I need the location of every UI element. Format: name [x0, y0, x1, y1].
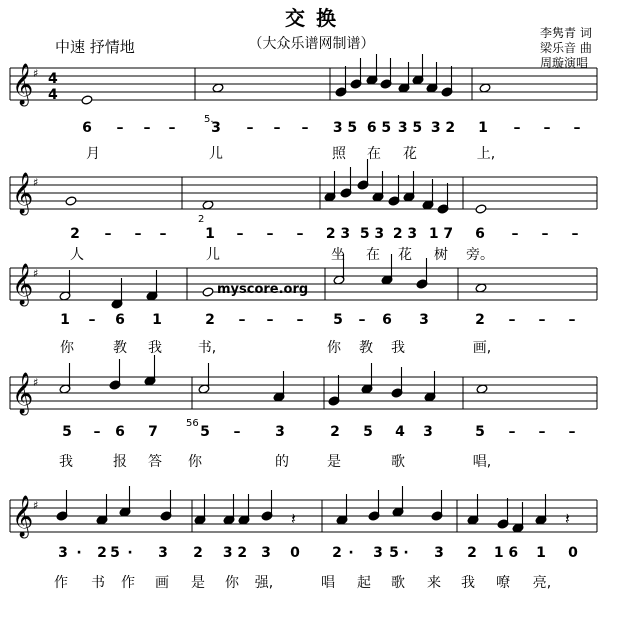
jianpu-note: –	[238, 312, 246, 328]
jianpu-note: 3	[373, 545, 383, 561]
jianpu-note: 3 2	[222, 545, 248, 561]
jianpu-note: –	[104, 226, 112, 242]
lyric-word: 起	[357, 575, 371, 591]
lyric-word: 上,	[476, 146, 496, 162]
treble-clef-icon: 𝄞	[12, 64, 34, 105]
jianpu-note: 2	[193, 545, 203, 561]
jianpu-note: –	[543, 120, 551, 136]
jianpu-note: 2	[475, 312, 485, 328]
jianpu-note: 5	[475, 424, 485, 440]
jianpu-note: ·	[127, 545, 133, 561]
jianpu-note: 6	[82, 120, 92, 136]
lyric-word: 儿	[209, 146, 223, 162]
jianpu-note: –	[134, 226, 142, 242]
lyric-word: 花	[398, 247, 412, 263]
lyric-word: 在	[367, 146, 381, 162]
lyric-word: 月	[86, 146, 100, 162]
lyric-word: 花	[403, 146, 417, 162]
lyric-word: 来	[427, 575, 441, 591]
lyric-word: 在	[366, 247, 380, 263]
lyric-word: 人	[70, 247, 84, 263]
treble-clef-icon: 𝄞	[12, 173, 34, 214]
jianpu-note: 6	[382, 312, 392, 328]
note-head	[81, 95, 93, 105]
jianpu-note: 3	[419, 312, 429, 328]
grace-note-label: 56	[186, 418, 199, 429]
jianpu-note: 1	[60, 312, 70, 328]
sharp-icon: ♯	[33, 176, 39, 189]
jianpu-note: –	[233, 424, 241, 440]
jianpu-note: 6	[115, 312, 125, 328]
jianpu-note: 2 3	[325, 226, 351, 242]
jianpu-note: –	[508, 424, 516, 440]
lyric-word: 照	[332, 146, 346, 162]
lyric-word: 歌	[391, 454, 405, 470]
lyric-word: 坐	[331, 247, 345, 263]
jianpu-note: 1	[205, 226, 215, 242]
jianpu-note: 2	[205, 312, 215, 328]
lyric-word: 书	[91, 575, 105, 591]
jianpu-note: 1 6	[493, 545, 519, 561]
jianpu-note: –	[508, 312, 516, 328]
lyricist-credit: 李隽青 词	[540, 26, 592, 40]
jianpu-note: 1 7	[428, 226, 454, 242]
jianpu-note: 2	[467, 545, 477, 561]
grace-note-label: 2	[198, 214, 205, 225]
lyric-word: 唱,	[472, 454, 492, 470]
lyric-word: 你	[188, 454, 202, 470]
jianpu-note: 1	[478, 120, 488, 136]
lyric-word: 你	[225, 575, 239, 591]
quarter-rest-icon: 𝄽	[291, 509, 296, 528]
lyric-word: 我	[391, 340, 405, 356]
jianpu-note: ·	[76, 545, 82, 561]
jianpu-note: 5	[200, 424, 210, 440]
jianpu-note: 3	[261, 545, 271, 561]
jianpu-note: –	[159, 226, 167, 242]
lyric-word: 画,	[472, 340, 492, 356]
jianpu-note: –	[568, 312, 576, 328]
jianpu-note: 4	[395, 424, 405, 440]
jianpu-note: 2	[97, 545, 107, 561]
grace-note-label: 5.	[204, 114, 214, 125]
jianpu-note: –	[358, 312, 366, 328]
composer-credit: 梁乐音 曲	[540, 41, 592, 55]
lyric-word: 唱	[321, 575, 335, 591]
jianpu-note: 3	[434, 545, 444, 561]
staves	[10, 68, 597, 532]
lyric-word: 作	[121, 575, 135, 591]
watermark: myscore.org	[217, 282, 309, 297]
jianpu-note: 0	[290, 545, 300, 561]
lyric-word: 儿	[206, 247, 220, 263]
jianpu-note: 3 2	[430, 120, 456, 136]
sharp-icon: ♯	[33, 499, 39, 512]
jianpu-note: –	[538, 312, 546, 328]
lyric-word: 答	[148, 454, 162, 470]
song-title: 交 换	[285, 6, 338, 30]
lyric-word: 你	[327, 340, 341, 356]
jianpu-note: 5	[62, 424, 72, 440]
jianpu-note: 3 5	[397, 120, 423, 136]
note-head	[202, 287, 214, 297]
treble-clef-icon: 𝄞	[12, 496, 34, 537]
jianpu-note: –	[88, 312, 96, 328]
jianpu-note: 3	[275, 424, 285, 440]
jianpu-note: –	[93, 424, 101, 440]
jianpu-note: 5	[333, 312, 343, 328]
jianpu-note: –	[513, 120, 521, 136]
jianpu-note: 6	[115, 424, 125, 440]
jianpu-note: 3	[58, 545, 68, 561]
jianpu-note: –	[538, 424, 546, 440]
jianpu-note: –	[301, 120, 309, 136]
jianpu-note: 6 5	[366, 120, 392, 136]
lyric-word: 我	[461, 575, 475, 591]
jianpu-note: –	[143, 120, 151, 136]
lyric-word: 你	[60, 340, 74, 356]
lyric-word: 旁。	[466, 247, 494, 263]
jianpu-note: 0	[568, 545, 578, 561]
note-head	[65, 196, 77, 206]
lyric-word: 教	[113, 340, 127, 356]
jianpu-note: ·	[348, 545, 354, 561]
jianpu-note: ·	[403, 545, 409, 561]
lyric-word: 亮,	[532, 575, 552, 591]
jianpu-notation	[58, 114, 580, 561]
treble-clef-icon: 𝄞	[12, 373, 34, 414]
jianpu-note: –	[273, 120, 281, 136]
jianpu-note: 3 5	[332, 120, 358, 136]
jianpu-note: –	[266, 226, 274, 242]
sharp-icon: ♯	[33, 67, 39, 80]
jianpu-note: 5	[389, 545, 399, 561]
jianpu-note: 3	[158, 545, 168, 561]
jianpu-note: 3	[211, 120, 221, 136]
jianpu-note: –	[571, 226, 579, 242]
jianpu-note: –	[296, 312, 304, 328]
jianpu-note: 5	[110, 545, 120, 561]
lyric-word: 是	[327, 454, 341, 470]
jianpu-note: –	[511, 226, 519, 242]
jianpu-note: –	[568, 424, 576, 440]
lyric-word: 我	[148, 340, 162, 356]
time-signature-bottom: 4	[48, 87, 58, 103]
lyric-word: 的	[275, 454, 289, 470]
jianpu-note: 2	[70, 226, 80, 242]
treble-clef-icon: 𝄞	[12, 264, 34, 305]
time-signature-top: 4	[48, 71, 58, 87]
song-subtitle: （大众乐谱网制谱）	[248, 36, 375, 52]
quarter-rest-icon: 𝄽	[565, 509, 570, 528]
jianpu-note: –	[116, 120, 124, 136]
jianpu-note: –	[573, 120, 581, 136]
jianpu-note: 6	[475, 226, 485, 242]
jianpu-note: –	[236, 226, 244, 242]
jianpu-note: 1	[536, 545, 546, 561]
lyric-word: 是	[191, 575, 205, 591]
jianpu-note: 7	[148, 424, 158, 440]
lyric-word: 歌	[391, 575, 405, 591]
lyric-word: 画	[155, 575, 169, 591]
lyric-word: 报	[113, 454, 127, 470]
lyric-word: 书,	[197, 340, 217, 356]
lyric-word: 嘹	[496, 575, 510, 591]
jianpu-note: –	[168, 120, 176, 136]
tempo-marking: 中速 抒情地	[55, 38, 135, 56]
jianpu-note: 3	[423, 424, 433, 440]
jianpu-note: 1	[152, 312, 162, 328]
sharp-icon: ♯	[33, 376, 39, 389]
lyric-word: 我	[59, 454, 73, 470]
note-head	[475, 204, 487, 214]
jianpu-note: –	[296, 226, 304, 242]
lyric-word: 教	[359, 340, 373, 356]
jianpu-note: 2	[332, 545, 342, 561]
sharp-icon: ♯	[33, 267, 39, 280]
jianpu-note: –	[246, 120, 254, 136]
jianpu-note: –	[541, 226, 549, 242]
singer-credit: 周璇演唱	[540, 56, 589, 70]
lyric-word: 树	[434, 247, 448, 263]
jianpu-note: 2	[330, 424, 340, 440]
lyric-word: 强,	[254, 575, 274, 591]
lyric-word: 作	[54, 575, 68, 591]
jianpu-note: –	[266, 312, 274, 328]
jianpu-note: 5	[363, 424, 373, 440]
jianpu-note: 5 3	[359, 226, 385, 242]
jianpu-note: 2 3	[392, 226, 418, 242]
